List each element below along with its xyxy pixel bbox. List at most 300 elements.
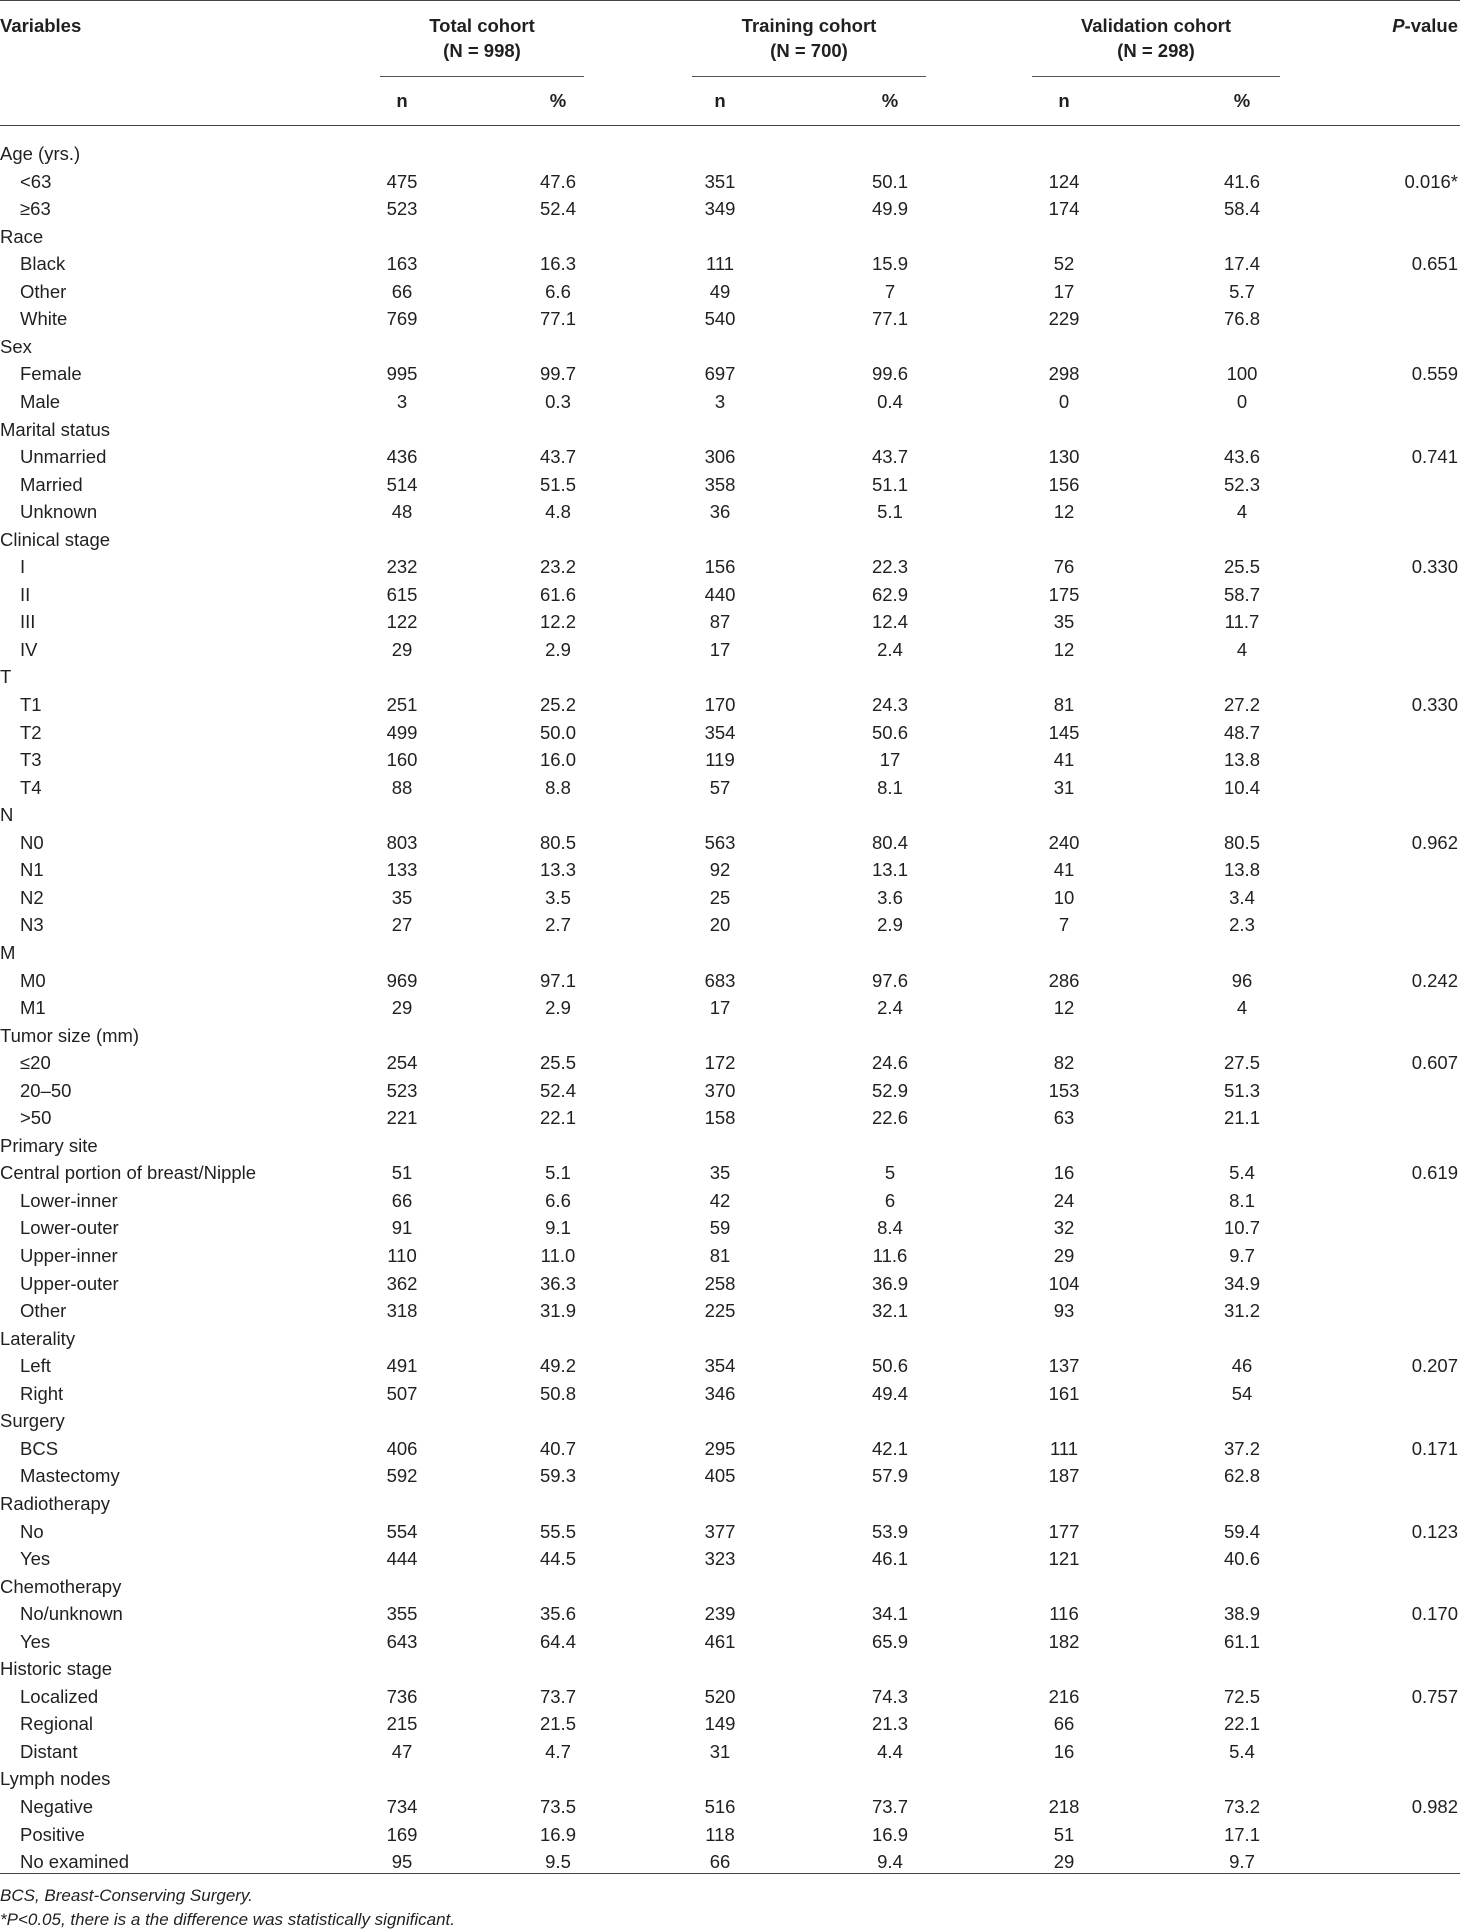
cell-percent: 50.6 [871,721,908,743]
cell-count: 995 [386,363,418,385]
row-subcategory-label: Unknown [20,501,98,523]
cell-count: 507 [386,1382,418,1404]
cell-count: 355 [386,1603,418,1625]
cell-count: 683 [704,969,736,991]
cell-count: 523 [386,1079,418,1101]
cell-count: 160 [386,749,418,771]
table-row [0,278,1460,306]
table-row [0,1435,1460,1463]
row-subcategory-label: 20–50 [20,1079,72,1101]
cell-count: 323 [704,1548,736,1570]
cell-percent: 13.8 [1223,749,1260,771]
row-subcategory-label: M0 [20,969,46,991]
cell-percent: 50.0 [539,721,576,743]
table-row [0,1214,1460,1242]
row-subcategory-label: Upper-outer [20,1272,119,1294]
table-row [0,1159,1460,1187]
cell-percent: 73.5 [539,1796,576,1817]
cell-count: 12 [1053,638,1075,660]
subheader-validation-n: n [1058,90,1070,111]
bottom-rule [0,1873,1460,1874]
cell-percent: 4 [1236,638,1248,660]
cell-count: 232 [386,556,418,578]
cell-count: 499 [386,721,418,743]
row-subcategory-label: N3 [20,914,44,936]
cell-percent: 0.4 [877,390,903,412]
cell-count: 76 [1053,556,1075,578]
cell-count: 66 [391,280,413,302]
cell-percent: 37.2 [1223,1437,1260,1459]
cell-count: 254 [386,1052,418,1074]
cell-percent: 65.9 [871,1630,908,1652]
table-row [0,1270,1460,1298]
cell-percent: 51.5 [539,473,576,495]
row-subcategory-label: T1 [20,694,42,715]
cell-count: 104 [1048,1272,1080,1294]
row-category-label: Historic stage [0,1658,113,1680]
table-row [0,388,1460,416]
cell-percent: 96 [1231,969,1253,991]
cell-percent: 2.7 [545,914,571,936]
cell-count: 41 [1053,749,1075,771]
group-underline-total [380,76,584,77]
cell-count: 124 [1048,170,1080,192]
cell-percent: 17.4 [1223,253,1260,275]
cell-percent: 42.1 [871,1437,908,1459]
cell-count: 93 [1053,1300,1075,1322]
subheader-training-n: n [714,90,726,111]
cell-percent: 57.9 [871,1465,908,1487]
table-row [0,1710,1460,1738]
row-category-label: Age (yrs.) [0,143,81,164]
row-category-label: Laterality [0,1327,76,1349]
table-row [0,1187,1460,1215]
cell-percent: 0.3 [545,390,571,412]
cell-percent: 73.2 [1223,1796,1260,1817]
cell-percent: 21.1 [1223,1107,1260,1129]
cell-percent: 25.5 [539,1052,576,1074]
cell-count: 215 [386,1713,418,1735]
cell-count: 118 [705,1823,735,1845]
cell-count: 29 [391,638,413,660]
cell-count: 554 [386,1520,418,1542]
cell-count: 31 [709,1740,731,1762]
cell-percent: 46 [1231,1355,1253,1377]
cell-percent: 52.9 [871,1079,908,1101]
row-subcategory-label: Yes [20,1548,51,1570]
cell-percent: 13.8 [1223,859,1260,881]
table-row [0,1352,1460,1380]
cell-p-value: 0.330 [1411,694,1458,715]
table-row [0,746,1460,774]
cell-count: 523 [386,198,418,220]
subheader-total-pct: % [549,90,567,111]
cell-count: 295 [704,1437,736,1459]
row-subcategory-label: N0 [20,831,44,853]
cell-count: 110 [387,1245,417,1266]
cell-count: 286 [1048,969,1080,991]
cell-p-value: 0.242 [1411,969,1458,991]
table-row [0,471,1460,499]
table-row [0,1104,1460,1132]
table-row [0,1600,1460,1628]
table-row [0,911,1460,939]
table-row [0,774,1460,802]
table-row [0,1738,1460,1766]
cell-percent: 36.9 [871,1272,908,1294]
cell-percent: 10.7 [1223,1217,1260,1239]
footnote-significance: *P<0.05, there is a the difference was statistically significant. [0,1910,455,1929]
cell-count: 7 [1058,914,1070,936]
cell-percent: 21.3 [871,1713,908,1735]
cell-count: 170 [704,694,736,715]
cell-percent: 27.2 [1223,694,1260,715]
cell-percent: 8.1 [1229,1189,1255,1211]
cell-percent: 6.6 [545,1189,571,1211]
table-row [0,223,1460,251]
row-category-label: Race [0,225,44,247]
cell-count: 66 [391,1189,413,1211]
row-subcategory-label: T3 [20,749,42,771]
cell-count: 258 [704,1272,736,1294]
cell-count: 31 [1053,776,1075,798]
cell-percent: 13.3 [539,859,576,881]
row-subcategory-label: Distant [20,1740,78,1762]
footnote-abbrev: BCS, Breast-Conserving Surgery. [0,1886,253,1905]
cell-percent: 13.1 [871,859,908,881]
table-row [0,1049,1460,1077]
cell-percent: 36.3 [539,1272,576,1294]
cell-percent: 11.7 [1224,611,1260,633]
cell-count: 137 [1048,1355,1080,1377]
cell-percent: 73.7 [539,1685,576,1707]
cell-percent: 99.6 [871,363,908,385]
row-subcategory-label: III [20,611,36,633]
cell-count: 17 [709,997,731,1019]
cell-percent: 11.0 [540,1245,576,1266]
cell-percent: 5.4 [1229,1162,1255,1184]
cell-percent: 2.9 [545,638,571,660]
cell-count: 116 [1049,1603,1079,1625]
cell-count: 3 [714,390,726,412]
row-subcategory-label: II [20,583,31,605]
cell-percent: 49.4 [871,1382,908,1404]
table-row [0,305,1460,333]
cell-percent: 50.8 [539,1382,576,1404]
table-row [0,829,1460,857]
row-subcategory-label: BCS [20,1437,59,1459]
row-category-label: M [0,941,16,963]
cell-count: 25 [709,886,731,908]
row-category-label: Chemotherapy [0,1575,122,1597]
cell-percent: 32.1 [871,1300,908,1322]
cell-percent: 80.4 [871,831,908,853]
cell-p-value: 0.207 [1411,1355,1458,1377]
cell-percent: 43.7 [539,446,576,468]
cell-count: 35 [1053,611,1075,633]
table-row [0,1683,1460,1711]
cell-percent: 31.2 [1223,1300,1260,1322]
cell-count: 734 [386,1796,418,1817]
cell-percent: 50.1 [871,170,908,192]
cell-percent: 4 [1236,501,1248,523]
cell-percent: 25.5 [1223,556,1260,578]
cell-count: 59 [709,1217,731,1239]
cell-count: 803 [386,831,418,853]
cell-percent: 4.8 [545,501,571,523]
cell-count: 251 [386,694,418,715]
cell-count: 42 [709,1189,731,1211]
cell-count: 169 [386,1823,418,1845]
cell-percent: 6 [884,1189,896,1211]
cell-count: 697 [704,363,736,385]
cell-percent: 3.4 [1229,886,1255,908]
cell-percent: 35.6 [539,1603,576,1625]
table-row [0,663,1460,691]
cell-percent: 43.7 [871,446,908,468]
row-subcategory-label: Right [20,1382,64,1404]
row-subcategory-label: <63 [20,170,52,192]
cell-percent: 74.3 [871,1685,908,1707]
cell-count: 514 [386,473,418,495]
cell-count: 436 [386,446,418,468]
row-subcategory-label: ≤20 [20,1052,51,1074]
group-underline-validation [1032,76,1280,77]
header-training-cohort-title: Training cohort [741,15,877,36]
cell-count: 51 [1053,1823,1075,1845]
cell-percent: 0 [1236,390,1248,412]
table-row [0,1297,1460,1325]
cell-count: 377 [704,1520,736,1542]
table-row [0,719,1460,747]
cell-percent: 43.6 [1223,446,1260,468]
cell-count: 156 [1048,473,1080,495]
row-subcategory-label: N2 [20,886,44,908]
table-row [0,1462,1460,1490]
table-row [0,1545,1460,1573]
cell-count: 92 [709,859,731,881]
cell-percent: 76.8 [1223,308,1260,330]
cell-count: 29 [1053,1851,1075,1873]
cell-count: 475 [386,170,418,192]
cell-count: 27 [391,914,413,936]
cell-percent: 80.5 [539,831,576,853]
cell-p-value: 0.170 [1411,1603,1458,1625]
cell-count: 349 [704,198,736,220]
cell-count: 47 [391,1740,413,1762]
cell-percent: 64.4 [539,1630,576,1652]
header-p-value-italic: P [1392,15,1405,36]
row-subcategory-label: T4 [20,776,42,798]
cell-count: 354 [704,1355,736,1377]
cell-percent: 24.3 [871,694,908,715]
cell-count: 218 [1048,1796,1080,1817]
cell-percent: 8.4 [877,1217,903,1239]
table-row [0,1765,1460,1793]
cell-count: 35 [391,886,413,908]
row-subcategory-label: ≥63 [20,198,51,220]
cell-count: 10 [1053,886,1075,908]
cell-count: 182 [1048,1630,1080,1652]
cell-percent: 100 [1226,363,1258,385]
header-variables: Variables [0,15,82,36]
header-rule [0,125,1460,126]
cell-count: 177 [1048,1520,1080,1542]
cell-percent: 62.8 [1223,1465,1260,1487]
row-category-label: Marital status [0,418,111,440]
cell-percent: 27.5 [1223,1052,1260,1074]
row-category-label: Primary site [0,1134,98,1156]
row-category-label: Central portion of breast/Nipple [0,1162,257,1184]
table-row [0,1380,1460,1408]
cell-count: 298 [1048,363,1080,385]
cell-p-value: 0.016* [1404,170,1458,192]
cell-count: 20 [709,914,731,936]
cell-percent: 17 [879,749,901,771]
row-subcategory-label: Male [20,390,61,412]
cell-percent: 17.1 [1223,1823,1260,1845]
cell-count: 370 [704,1079,736,1101]
cell-percent: 25.2 [539,694,576,715]
table-row [0,333,1460,361]
cell-percent: 40.7 [539,1437,576,1459]
cell-percent: 97.6 [871,969,908,991]
cell-percent: 3.5 [545,886,571,908]
cell-percent: 16.3 [539,253,576,275]
row-subcategory-label: M1 [20,997,46,1019]
row-subcategory-label: Mastectomy [20,1465,120,1487]
table-row [0,967,1460,995]
cell-count: 643 [386,1630,418,1652]
cell-percent: 72.5 [1223,1685,1260,1707]
table-row [0,498,1460,526]
cell-count: 221 [386,1107,418,1129]
cell-percent: 4.4 [877,1740,903,1762]
cell-count: 3 [396,390,408,412]
table-row [0,416,1460,444]
row-category-label: Lymph nodes [0,1768,111,1790]
table-row [0,581,1460,609]
cell-percent: 73.7 [871,1796,908,1817]
cell-percent: 54 [1231,1382,1253,1404]
cell-percent: 49.2 [539,1355,576,1377]
cell-count: 405 [704,1465,736,1487]
row-subcategory-label: Black [20,253,66,275]
cell-percent: 99.7 [539,363,576,385]
cell-percent: 52.4 [539,1079,576,1101]
cell-count: 491 [386,1355,418,1377]
cell-percent: 10.4 [1223,776,1260,798]
cell-percent: 34.1 [871,1603,908,1625]
row-subcategory-label: Negative [20,1796,94,1817]
cell-count: 440 [704,583,736,605]
cell-count: 63 [1053,1107,1075,1129]
cell-count: 318 [386,1300,418,1322]
cell-count: 0 [1058,390,1070,412]
header-validation-cohort [1032,13,1280,63]
cell-percent: 9.7 [1229,1851,1255,1873]
table-row [0,140,1460,168]
cell-percent: 77.1 [539,308,576,330]
row-category-label: Tumor size (mm) [0,1024,140,1046]
header-training-cohort-n: (N = 700) [770,40,848,61]
cell-percent: 16.9 [539,1823,576,1845]
table-row [0,1518,1460,1546]
row-subcategory-label: Other [20,280,67,302]
cell-percent: 16.9 [871,1823,908,1845]
cell-percent: 21.5 [539,1713,576,1735]
cell-p-value: 0.607 [1411,1052,1458,1074]
row-subcategory-label: Lower-outer [20,1217,119,1239]
cell-percent: 12.4 [871,611,908,633]
row-subcategory-label: No [20,1520,44,1542]
cell-count: 17 [709,638,731,660]
cell-p-value: 0.171 [1411,1437,1458,1459]
cell-percent: 41.6 [1223,170,1260,192]
cell-count: 346 [704,1382,736,1404]
cell-p-value: 0.982 [1411,1796,1458,1817]
footnotes [0,1884,455,1932]
table-row [0,1573,1460,1601]
cell-percent: 40.6 [1223,1548,1260,1570]
table-row [0,553,1460,581]
cell-count: 156 [704,556,736,578]
row-subcategory-label: Localized [20,1685,99,1707]
cell-count: 153 [1048,1079,1080,1101]
cell-count: 82 [1053,1052,1075,1074]
cell-p-value: 0.962 [1411,831,1458,853]
cell-count: 540 [704,308,736,330]
cell-percent: 53.9 [871,1520,908,1542]
cell-percent: 55.5 [539,1520,576,1542]
row-subcategory-label: >50 [20,1107,52,1129]
cell-percent: 59.4 [1223,1520,1260,1542]
cell-percent: 2.9 [877,914,903,936]
table-row [0,1022,1460,1050]
cell-count: 174 [1048,198,1080,220]
row-category-label: Sex [0,335,32,357]
cell-percent: 59.3 [539,1465,576,1487]
cell-percent: 8.1 [877,776,903,798]
cell-percent: 2.4 [877,997,903,1019]
cell-percent: 23.2 [539,556,576,578]
cell-percent: 97.1 [539,969,576,991]
row-subcategory-label: No examined [20,1851,130,1873]
row-category-label: Surgery [0,1410,65,1432]
cell-percent: 5 [884,1162,896,1184]
cell-count: 16 [1053,1162,1075,1184]
header-p-value-rest: -value [1404,15,1458,36]
cell-percent: 5.1 [877,501,903,523]
header-total-cohort-n: (N = 998) [443,40,521,61]
cell-count: 35 [709,1162,731,1184]
cell-count: 29 [1053,1245,1075,1266]
row-subcategory-label: Female [20,363,82,385]
header-validation-cohort-title: Validation cohort [1080,15,1232,36]
row-category-label: Radiotherapy [0,1492,111,1514]
cell-percent: 22.1 [539,1107,576,1129]
subheader-validation-pct: % [1233,90,1251,111]
cell-count: 49 [709,280,731,302]
cell-count: 149 [704,1713,736,1735]
cell-percent: 15.9 [871,253,908,275]
cell-count: 563 [704,831,736,853]
row-subcategory-label: White [20,308,68,330]
cell-p-value: 0.651 [1411,253,1458,275]
row-subcategory-label: Lower-inner [20,1189,118,1211]
table-row [0,1793,1460,1821]
cell-count: 225 [704,1300,736,1322]
